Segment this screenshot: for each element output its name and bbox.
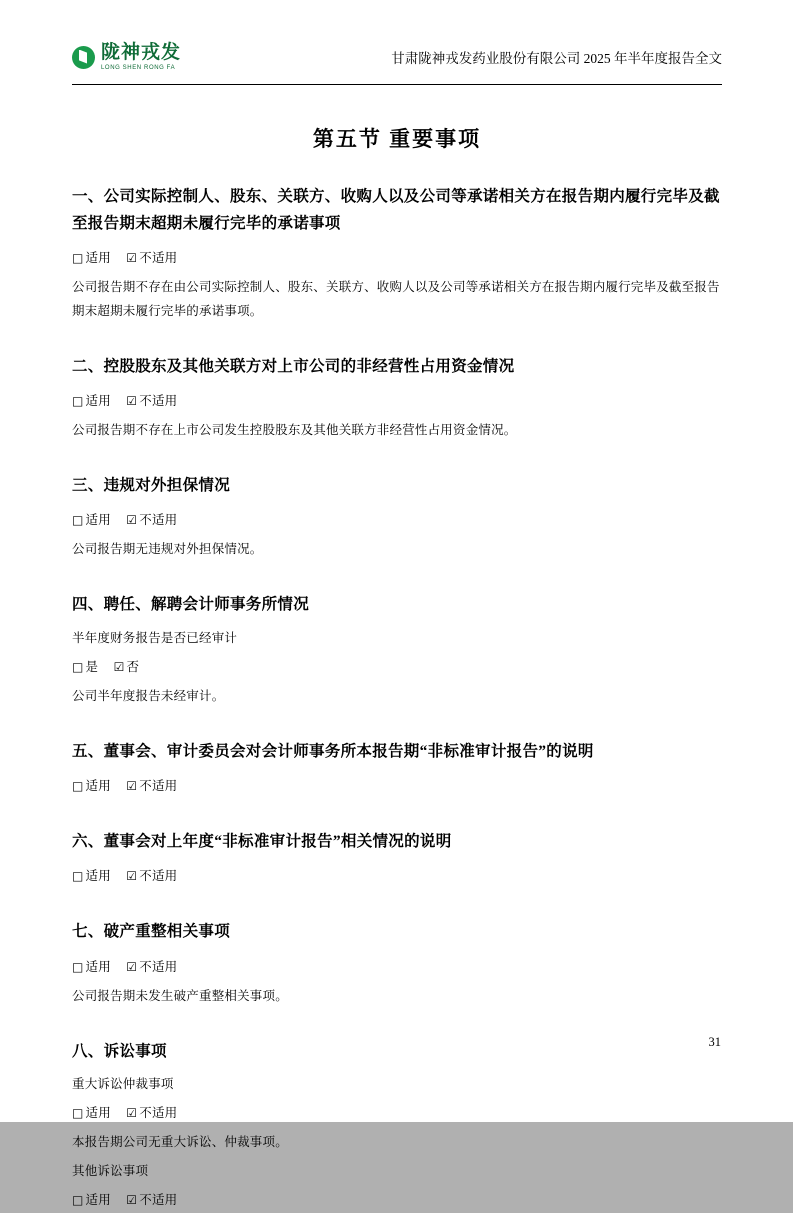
checkbox-checked-icon: ☑ (126, 779, 138, 793)
section-8-sub2-not-applicable-label: 不适用 (139, 1193, 178, 1208)
section-8-sub2-applicable-option[interactable] (72, 1193, 111, 1207)
logo-english-name: LONG SHEN RONG FA (101, 65, 176, 71)
section-8-sub1-not-applicable-label: 不适用 (139, 1106, 178, 1120)
checkbox-checked-icon: ☑ (126, 959, 138, 974)
checkbox-unchecked-icon: □ (72, 659, 84, 674)
checkbox-checked-icon: ☑ (126, 869, 138, 884)
section-2-body: 公司报告期不存在上市公司发生控股股东及其他关联方非经营性占用资金情况。 (72, 422, 517, 437)
checkbox-unchecked-icon: □ (72, 393, 84, 408)
section-6-applicable-label: 适用 (85, 869, 111, 884)
section-4-question: 半年度财务报告是否已经审计 (72, 630, 238, 645)
section-7-applicable-option[interactable] (72, 960, 111, 974)
logo-text (101, 43, 181, 71)
section-8-sub2-label: 其他诉讼事项 (72, 1164, 149, 1179)
section-5-not-applicable-label: 不适用 (139, 779, 178, 793)
section-7-not-applicable-label: 不适用 (139, 959, 178, 974)
company-logo (72, 43, 181, 71)
logo-chinese-name: 陇神戎发 (101, 42, 182, 63)
page-content (72, 34, 722, 1213)
section-2-applicable-option[interactable] (72, 394, 111, 408)
checkbox-checked-icon: ☑ (126, 251, 138, 266)
section-6-not-applicable-option[interactable] (126, 869, 177, 883)
section-3-not-applicable-label: 不适用 (139, 513, 178, 528)
section-8-sub1-label: 重大诉讼仲裁事项 (72, 1076, 174, 1091)
section-heading-7: 七、破产重整相关事项 (72, 923, 231, 941)
section-4-no-option[interactable] (114, 660, 140, 674)
section-4-options (72, 656, 722, 679)
checkbox-unchecked-icon: □ (72, 1193, 84, 1208)
section-7-applicable-label: 适用 (85, 959, 111, 974)
section-3-applicable-option[interactable] (72, 513, 111, 527)
section-5-applicable-label: 适用 (85, 779, 111, 793)
section-6-options (72, 865, 722, 888)
checkbox-checked-icon: ☑ (113, 659, 125, 674)
checkbox-unchecked-icon: □ (72, 869, 84, 884)
checkbox-unchecked-icon: □ (72, 513, 84, 528)
checkbox-checked-icon: ☑ (126, 1193, 138, 1208)
header-report-title: 甘肃陇神戎发药业股份有限公司 2025 年半年度报告全文 (391, 51, 722, 66)
header-divider (72, 84, 722, 85)
section-8-sub2-options (72, 1189, 722, 1212)
checkbox-unchecked-icon: □ (72, 251, 84, 266)
page-title: 第五节 重要事项 (312, 127, 482, 151)
section-1-options (72, 247, 722, 270)
section-6-not-applicable-label: 不适用 (139, 869, 178, 884)
section-heading-3: 三、违规对外担保情况 (72, 477, 231, 494)
section-8-sub2-applicable-label: 适用 (85, 1193, 111, 1208)
section-5-applicable-option[interactable] (72, 779, 111, 793)
section-1-not-applicable-option[interactable] (126, 251, 177, 265)
section-7-options (72, 956, 722, 979)
checkbox-checked-icon: ☑ (126, 513, 138, 528)
section-3-options (72, 509, 722, 532)
page-header (72, 34, 722, 80)
section-2-applicable-label: 适用 (85, 393, 111, 408)
page-number: 31 (708, 1035, 721, 1049)
section-4-no-label: 否 (126, 659, 140, 674)
checkbox-checked-icon: ☑ (126, 1106, 138, 1120)
section-8-sub1-applicable-option[interactable] (72, 1106, 111, 1120)
section-7-not-applicable-option[interactable] (126, 960, 177, 974)
logo-mark-icon (72, 46, 95, 69)
section-5-options (72, 775, 722, 798)
checkbox-unchecked-icon: □ (72, 779, 84, 793)
checkbox-checked-icon: ☑ (126, 393, 138, 408)
section-1-applicable-option[interactable] (72, 251, 111, 265)
section-8-sub1-body: 本报告期公司无重大诉讼、仲裁事项。 (72, 1135, 288, 1150)
section-8-sub2-not-applicable-option[interactable] (126, 1193, 177, 1207)
section-4-body: 公司半年度报告未经审计。 (72, 688, 225, 703)
section-5-not-applicable-option[interactable] (126, 779, 177, 793)
section-6-applicable-option[interactable] (72, 869, 111, 883)
section-8-sub1-not-applicable-option[interactable] (126, 1106, 177, 1120)
section-heading-6: 六、董事会对上年度“非标准审计报告”相关情况的说明 (72, 833, 452, 851)
section-heading-1: 一、公司实际控制人、股东、关联方、收购人以及公司等承诺相关方在报告期内履行完毕及截至报告期末超期未履行完毕的承诺事项 (72, 188, 720, 233)
section-heading-5: 五、董事会、审计委员会对会计师事务所本报告期“非标准审计报告”的说明 (72, 742, 594, 760)
section-heading-4: 四、聘任、解聘会计师事务所情况 (72, 596, 310, 614)
section-3-not-applicable-option[interactable] (126, 513, 177, 527)
section-4-yes-option[interactable] (72, 660, 98, 674)
section-4-yes-label: 是 (85, 659, 99, 674)
section-1-not-applicable-label: 不适用 (139, 251, 178, 266)
section-8-sub1-applicable-label: 适用 (85, 1106, 111, 1120)
section-3-applicable-label: 适用 (85, 513, 111, 528)
checkbox-unchecked-icon: □ (72, 1106, 84, 1120)
checkbox-unchecked-icon: □ (72, 959, 84, 974)
section-1-applicable-label: 适用 (85, 251, 111, 266)
section-2-options (72, 390, 722, 413)
section-3-body: 公司报告期无违规对外担保情况。 (72, 542, 263, 557)
section-8-sub1-options (72, 1102, 722, 1125)
section-2-not-applicable-option[interactable] (126, 394, 177, 408)
section-2-not-applicable-label: 不适用 (139, 393, 178, 408)
section-1-body: 公司报告期不存在由公司实际控制人、股东、关联方、收购人以及公司等承诺相关方在报告期内履行完毕及截至报告期末超期未履行完毕的承诺事项。 (72, 280, 720, 318)
section-7-body: 公司报告期未发生破产重整相关事项。 (72, 988, 288, 1003)
section-heading-8: 八、诉讼事项 (72, 1042, 167, 1060)
section-heading-2: 二、控股股东及其他关联方对上市公司的非经营性占用资金情况 (72, 357, 515, 375)
